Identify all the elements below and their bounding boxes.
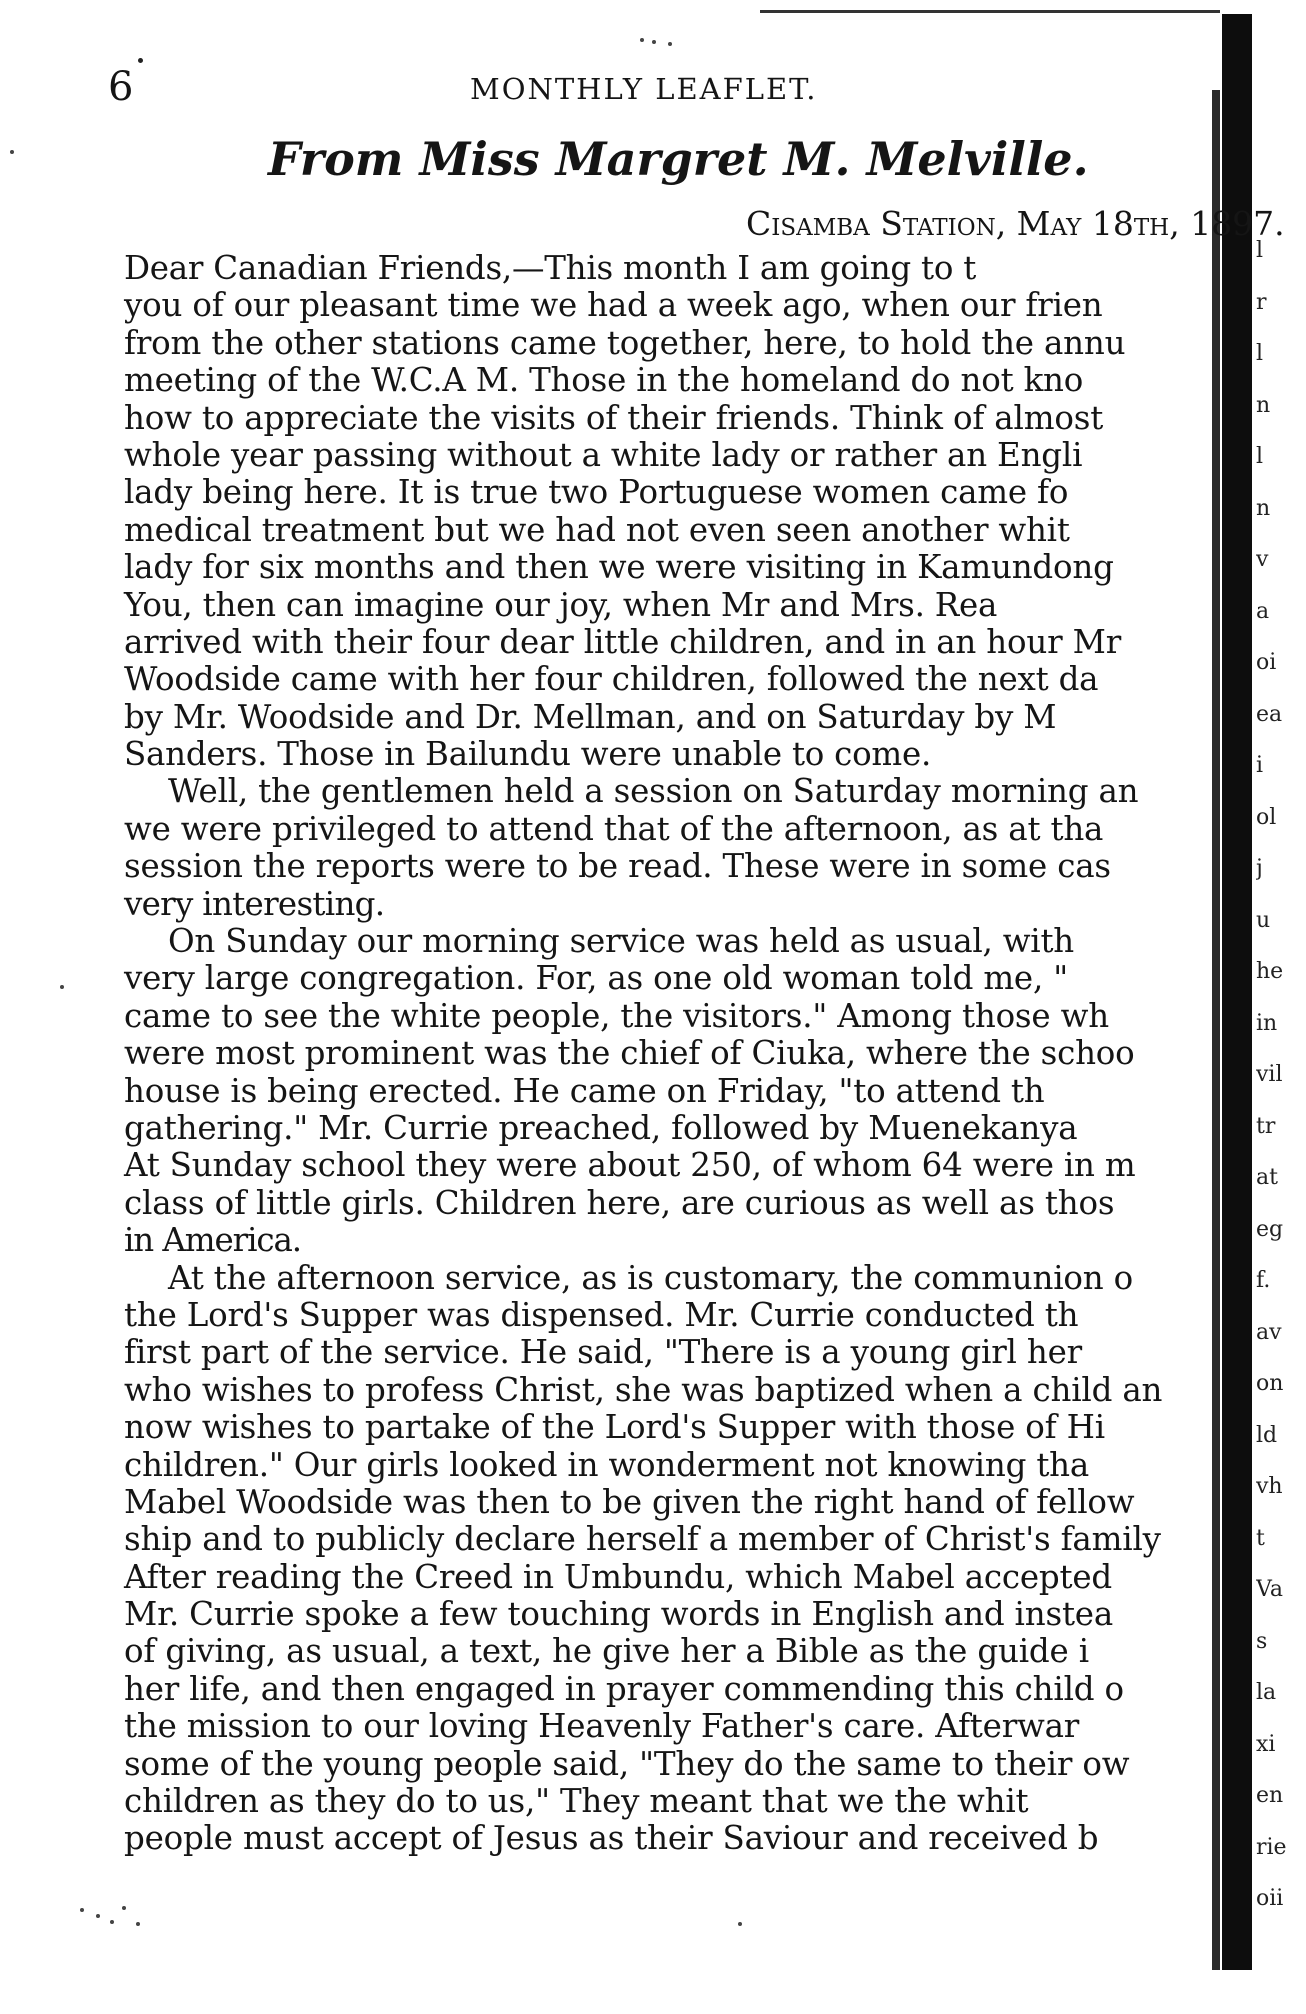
letter-line: very large congregation. For, as one old woman told me, " — [124, 959, 1068, 998]
letter-line: Mr. Currie spoke a few touching words in English and instea — [124, 1595, 1114, 1634]
letter-line: now wishes to partake of the Lord's Supper with those of Hi — [124, 1408, 1105, 1447]
letter-line: On Sunday our morning service was held as usual, with — [168, 922, 1075, 961]
bleed-fragment: oii — [1256, 1888, 1284, 1911]
letter-line: were most prominent was the chief of Ciuka, where the schoo — [124, 1034, 1135, 1073]
bleed-fragment: at — [1256, 1167, 1278, 1190]
bleed-fragment: on — [1256, 1373, 1284, 1396]
letter-line: first part of the service. He said, "There is a young girl her — [124, 1333, 1083, 1372]
bleed-fragment: he — [1256, 961, 1284, 984]
letter-line: ship and to publicly declare herself a member of Christ's family — [124, 1520, 1161, 1559]
bleed-fragment: a — [1256, 600, 1270, 623]
letter-line: people must accept of Jesus as their Saviour and received b — [124, 1819, 1099, 1858]
bleed-fragment: s — [1256, 1630, 1268, 1653]
bleed-fragment: Va — [1256, 1579, 1283, 1602]
bleed-fragment: av — [1256, 1321, 1282, 1344]
letter-line: lady for six months and then we were visiting in Kamundong — [124, 548, 1114, 587]
bleed-fragment: oi — [1256, 652, 1277, 675]
letter-line: lady being here. It is true two Portuguese women came fo — [124, 473, 1069, 512]
letter-line: the Lord's Supper was dispensed. Mr. Currie conducted th — [124, 1295, 1079, 1334]
letter-line: who wishes to profess Christ, she was baptized when a child an — [124, 1370, 1163, 1409]
letter-line: house is being erected. He came on Friday, "to attend th — [124, 1071, 1045, 1110]
letter-line: children." Our girls looked in wonderment not knowing tha — [124, 1445, 1090, 1484]
letter-line: You, then can imagine our joy, when Mr and Mrs. Rea — [124, 585, 998, 624]
letter-line: Mabel Woodside was then to be given the right hand of fellow — [124, 1482, 1135, 1521]
letter-line: meeting of the W.C.A M. Those in the homeland do not kno — [124, 361, 1084, 400]
letter-line: Well, the gentlemen held a session on Saturday morning an — [168, 772, 1139, 811]
letter-line: class of little girls. Children here, are curious as well as thos — [124, 1183, 1115, 1222]
letter-line: some of the young people said, "They do the same to their ow — [124, 1744, 1130, 1783]
page-number-speck — [138, 58, 143, 63]
letter-line: Sanders. Those in Bailundu were unable to come. — [124, 735, 932, 774]
letter-body — [124, 250, 1224, 1858]
letter-line: came to see the white people, the visitors." Among those wh — [124, 996, 1109, 1035]
article-title: From Miss Margret M. Melville. — [268, 132, 1089, 186]
letter-line: by Mr. Woodside and Dr. Mellman, and on Saturday by M — [124, 697, 1057, 736]
bleed-fragment: f. — [1256, 1270, 1271, 1293]
letter-line: very interesting. — [124, 884, 385, 923]
letter-line: of giving, as usual, a text, he give her a Bible as the guide i — [124, 1632, 1089, 1671]
letter-line: from the other stations came together, here, to hold the annu — [124, 323, 1126, 362]
bleed-fragment: v — [1256, 549, 1269, 572]
letter-line: arrived with their four dear little children, and in an hour Mr — [124, 622, 1122, 661]
dateline: Cisamba Station, May 18th, 1897. — [746, 204, 1285, 243]
letter-line: children as they do to us," They meant that we the whit — [124, 1782, 1029, 1821]
bleed-fragment: i — [1256, 755, 1264, 778]
letter-line: session the reports were to be read. These were in some cas — [124, 847, 1111, 886]
top-rule — [760, 10, 1220, 13]
letter-line: Dear Canadian Friends,—This month I am going to t — [124, 249, 977, 287]
letter-line: Woodside came with her four children, followed the next da — [124, 660, 1099, 699]
bleed-fragment: r — [1256, 291, 1267, 314]
bleed-fragment: t — [1256, 1527, 1265, 1550]
running-head: MONTHLY LEAFLET. — [470, 72, 818, 106]
letter-line: After reading the Creed in Umbundu, which Mabel accepted — [124, 1557, 1112, 1596]
letter-line: whole year passing without a white lady or rather an Engli — [124, 435, 1083, 474]
bleed-fragment: l — [1256, 343, 1264, 366]
letter-line: medical treatment but we had not even seen another whit — [124, 510, 1070, 549]
letter-line: At the afternoon service, as is customary, the communion o — [168, 1258, 1133, 1297]
bleed-fragment: ld — [1256, 1424, 1278, 1447]
page-edge-binding — [1222, 14, 1252, 1970]
letter-line: we were privileged to attend that of the afternoon, as at tha — [124, 809, 1104, 848]
bleed-fragment: vh — [1256, 1476, 1283, 1499]
letter-line: how to appreciate the visits of their friends. Think of almost — [124, 398, 1104, 437]
bleed-fragment: ea — [1256, 703, 1283, 726]
bleed-fragment: vil — [1256, 1064, 1283, 1087]
letter-line: gathering." Mr. Currie preached, followed by Muenekanya — [124, 1108, 1078, 1147]
letter-line: her life, and then engaged in prayer commending this child o — [124, 1669, 1124, 1708]
bleed-fragment: eg — [1256, 1218, 1284, 1241]
bleed-fragment: l — [1256, 240, 1264, 262]
page-number: 6 — [108, 64, 134, 110]
bleed-fragment: en — [1256, 1785, 1284, 1808]
letter-line: At Sunday school they were about 250, of whom 64 were in m — [124, 1146, 1136, 1185]
bleed-fragment: l — [1256, 446, 1264, 469]
bleed-fragment: tr — [1256, 1115, 1276, 1138]
bleed-fragment: xi — [1256, 1733, 1276, 1756]
letter-line: in America. — [124, 1221, 302, 1260]
bleed-fragment: n — [1256, 394, 1271, 417]
bleed-fragment: in — [1256, 1012, 1278, 1035]
bleed-fragment: j — [1256, 858, 1263, 881]
letter-line: the mission to our loving Heavenly Father's care. Afterwar — [124, 1707, 1080, 1746]
bleed-fragment: la — [1256, 1682, 1277, 1705]
bleed-fragment: rie — [1256, 1836, 1287, 1859]
bleed-fragment: ol — [1256, 806, 1277, 829]
bleed-fragment: u — [1256, 909, 1271, 932]
letter-line: you of our pleasant time we had a week ago, when our frien — [124, 286, 1103, 325]
bleed-fragment: n — [1256, 497, 1271, 520]
